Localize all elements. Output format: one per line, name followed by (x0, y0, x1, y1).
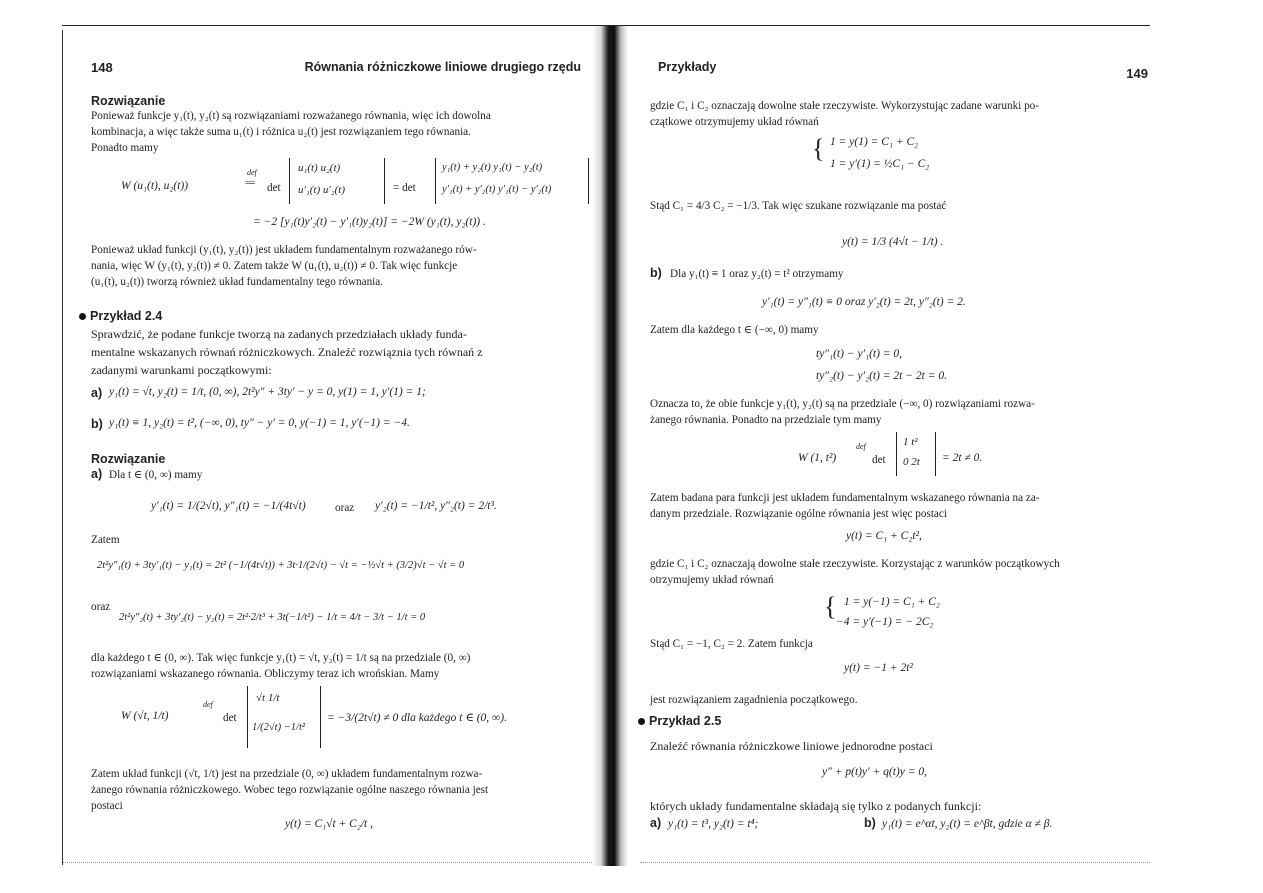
example-number-right: 2.5 (703, 714, 722, 728)
wronskian-b-def: def (856, 442, 866, 451)
fundamental-1: Zatem badana para funkcji jest układem fundamentalnym wskazanego równania na za- (650, 492, 1040, 504)
system-2-eq-2: −4 = y′(−1) = − 2C₂ (836, 616, 934, 628)
example-number: 2.4 (144, 309, 163, 323)
is-solution: jest rozwiązaniem zagadnienia początkowego. (650, 694, 858, 706)
system-1-brace: { (812, 134, 825, 163)
matrix-1-brackets (289, 158, 385, 204)
matrix-2-row-1: y₁(t) + y₂(t) y₁(t) − y₂(t) (442, 162, 543, 173)
stad-b: Stąd C₁ = −1, C₂ = 2. Zatem funkcja (650, 638, 813, 650)
sol-a-text: Dla t ∈ (0, ∞) mamy (109, 469, 203, 481)
example-2-5-text: Znaleźć równania różniczkowe liniowe jednorodne postaci (650, 739, 933, 753)
item-b: y₁(t) ≡ 1, y₂(t) = t², (−∞, 0), ty″ − y′ = 0, y(−1) = 1, y′(−1) = −4. (109, 417, 410, 429)
solution-heading: Rozwiązanie (91, 94, 166, 108)
general-b: y(t) = C₁ + C₂t², (846, 530, 922, 542)
constants-1: gdzie C₁ i C₂ oznaczają dowolne stałe rzeczywiste. Korzystając z warunków początkowych (650, 558, 1060, 570)
det-label-1: det (267, 182, 281, 194)
bullet-icon (79, 313, 86, 320)
example-text-2: mentalne wskazanych równań różniczkowych. Znaleźć rozwiąznia tych równań z (91, 345, 483, 359)
system-1-eq-1: 1 = y(1) = C₁ + C₂ (830, 136, 919, 148)
solution-a: y(t) = 1/3 (4√t − 1/t) . (842, 236, 944, 248)
sol-a-label: a) (91, 467, 103, 481)
solution-intro-1: Ponieważ funkcje y₁(t), y₂(t) są rozwiązaniami rozważanego równania, więc ich dowolna (91, 110, 491, 122)
system-2-eq-1: 1 = y(−1) = C₁ + C₂ (844, 596, 940, 608)
bullet-icon (638, 718, 645, 725)
intro-1: gdzie C₁ i C₂ oznaczają dowolne stałe rzeczywiste. Wykorzystując zadane warunki po- (650, 100, 1040, 112)
derivatives-2: y′₂(t) = −1/t², y″₂(t) = 2/t³. (375, 500, 497, 512)
wronskian-b-rhs: = 2t ≠ 0. (942, 452, 983, 464)
right-page (632, 30, 1152, 893)
zatem-b: Zatem dla każdego t ∈ (−∞, 0) mamy (650, 324, 819, 336)
example-2-4-heading (79, 309, 162, 323)
oraz-label: oraz (91, 601, 111, 613)
particular-solution: y(t) = −1 + 2t² (844, 662, 913, 674)
wronskian-b-matrix (896, 432, 936, 476)
fundamental-2: danym przedziale. Rozwiązanie ogólne równania jest więc postaci (650, 508, 947, 520)
means-2: żanego równania. Ponadto na przedziale tym mamy (650, 414, 882, 426)
wronskian2-matrix (247, 686, 321, 748)
derivatives-1: y′₁(t) = 1/(2√t), y″₁(t) = −1/(4t√t) (151, 500, 306, 512)
def-label: def (247, 168, 257, 177)
wronskian2-row-2: 1/(2√t) −1/t² (252, 722, 306, 733)
running-head-right: Przykłady (658, 60, 717, 74)
zatem-label: Zatem (91, 534, 120, 546)
general-solution: y(t) = C₁√t + C₂/t , (285, 818, 373, 830)
wronskian2-row-1: √t 1/t (256, 692, 280, 704)
closing-1: Zatem układ funkcji (√t, 1/t) jest na przedziale (0, ∞) układem fundamentalnym rozwa- (91, 768, 483, 780)
solution-intro-2: kombinacja, a więc także suma u₁(t) i różnica u₂(t) jest rozwiązaniem tego równania. (91, 126, 471, 138)
wronskian-line-2: = −2 [y₁(t)y′₂(t) − y′₁(t)y₂(t)] = −2W (y₁(t), y₂(t)) . (253, 216, 486, 228)
matrix-1-row-2: u′₁(t) u′₂(t) (298, 184, 345, 196)
constants-2: otrzymujemy układ równań (650, 574, 774, 586)
stad-text: Stąd C₁ = 4/3 C₂ = −1/3. Tak więc szukane rozwiązanie ma postać (650, 200, 947, 212)
example-text-3: zadanymi warunkami początkowymi: (91, 363, 272, 377)
derivs-b: y′₁(t) = y″₁(t) ≡ 0 oraz y′₂(t) = 2t, y″₂(t) = 2. (762, 296, 966, 308)
closing-2: żanego równania różniczkowego. Wobec tego rozwiązanie ogólne naszego równania jest (91, 784, 489, 796)
item-b-label: b) (91, 417, 103, 431)
wronskian-lhs: W (u₁(t), u₂(t)) (121, 180, 189, 192)
wronskian2-rhs: = −3/(2t√t) ≠ 0 dla każdego t ∈ (0, ∞). (327, 712, 507, 724)
matrix-2-row-2: y′₁(t) + y′₂(t) y′₁(t) − y′₂(t) (442, 184, 552, 195)
left-page (62, 30, 593, 865)
system-2-brace: { (824, 592, 837, 621)
item-2-5-b-label: b) (864, 816, 876, 830)
check-2: 2t²y″₂(t) + 3ty′₂(t) − y₂(t) = 2t²·2/t³ + 3t(−1/t²) − 1/t = 4/t − 3/t − 1/t = 0 (119, 612, 426, 623)
def-eq: == (245, 177, 254, 189)
part-b-label: b) (650, 266, 662, 280)
system-1-eq-2: 1 = y′(1) = ½C₁ − C₂ (830, 158, 930, 170)
closing-3: postaci (91, 800, 123, 812)
conclusion-2: nania, więc W (y₁(t), y₂(t)) ≠ 0. Zatem także W (u₁(t), u₂(t)) ≠ 0. Tak więc funkcje (91, 260, 458, 272)
check-1: 2t²y″₁(t) + 3ty′₁(t) − y₁(t) = 2t² (−1/(4t√t)) + 3t·1/(2√t) − √t = −½√t + (3/2)√t − √t = 0 (97, 560, 465, 571)
means-1: Oznacza to, że obie funkcje y₁(t), y₂(t) są na przedziale (−∞, 0) rozwiązaniami rozwa- (650, 398, 1035, 410)
book-gutter (592, 26, 628, 866)
item-2-5-a-label: a) (650, 816, 662, 830)
check-b2: ty″₂(t) − y′₂(t) = 2t − 2t = 0. (816, 370, 947, 382)
example-heading-label: Przykład (90, 309, 142, 323)
ode-form: y″ + p(t)y′ + q(t)y = 0, (822, 766, 927, 778)
wronskian-b-row-2: 0 2t (903, 456, 920, 468)
wronskian-b-row-1: 1 t² (903, 436, 918, 448)
example-2-5-heading (638, 714, 721, 728)
item-a-label: a) (91, 386, 103, 400)
wronskian2-det: det (223, 712, 237, 724)
wronskian-b-lhs: W (1, t²) (798, 452, 837, 464)
item-a: y₁(t) = √t, y₂(t) = 1/t, (0, ∞), 2t²y″ + 3ty′ − y = 0, y(1) = 1, y′(1) = 1; (109, 386, 426, 398)
item-2-5-b: y₁(t) = e^αt, y₂(t) = e^βt, gdzie α ≠ β. (882, 818, 1053, 830)
conclusion-3: (u₁(t), u₂(t)) tworzą również układ fundamentalny tego równania. (91, 276, 384, 288)
page-number-right: 149 (1126, 66, 1148, 81)
check-b1: ty″₁(t) − y′₁(t) = 0, (816, 348, 903, 360)
for-each-2: rozwiązaniami wskazanego równania. Obliczymy teraz ich wrońskian. Mamy (91, 668, 440, 680)
equals-det: = det (393, 182, 416, 194)
example-text-1: Sprawdzić, że podane funkcje tworzą na zadanych przedziałach układy funda- (91, 327, 467, 341)
running-head-left: Równania różniczkowe liniowe drugiego rzędu (304, 60, 581, 74)
wronskian-b-det: det (872, 454, 886, 466)
matrix-1-row-1: u₁(t) u₂(t) (298, 162, 341, 174)
example-heading-label-right: Przykład (649, 714, 701, 728)
which-text: których układy fundamentalne składają się tylko z podanych funkcji: (650, 799, 982, 813)
wronskian2-lhs: W (√t, 1/t) (121, 710, 169, 722)
part-b-text: Dla y₁(t) ≡ 1 oraz y₂(t) = t² otrzymamy (670, 268, 844, 280)
page-number-left: 148 (91, 60, 113, 75)
conclusion-1: Ponieważ układ funkcji (y₁(t), y₂(t)) jest układem fundamentalnym rozważanego rów- (91, 244, 477, 256)
solution2-heading: Rozwiązanie (91, 452, 166, 466)
wronskian2-def: def (203, 700, 213, 709)
derivatives-oraz: oraz (335, 502, 355, 514)
item-2-5-a: y₁(t) = t³, y₂(t) = t⁴; (668, 818, 759, 830)
for-each-1: dla każdego t ∈ (0, ∞). Tak więc funkcje y₁(t) = √t, y₂(t) = 1/t są na przedziale (0, ∞) (91, 652, 471, 664)
intro-2: czątkowe otrzymujemy układ równań (650, 116, 819, 128)
solution-intro-3: Ponadto mamy (91, 142, 159, 154)
matrix-2-brackets (435, 158, 589, 204)
